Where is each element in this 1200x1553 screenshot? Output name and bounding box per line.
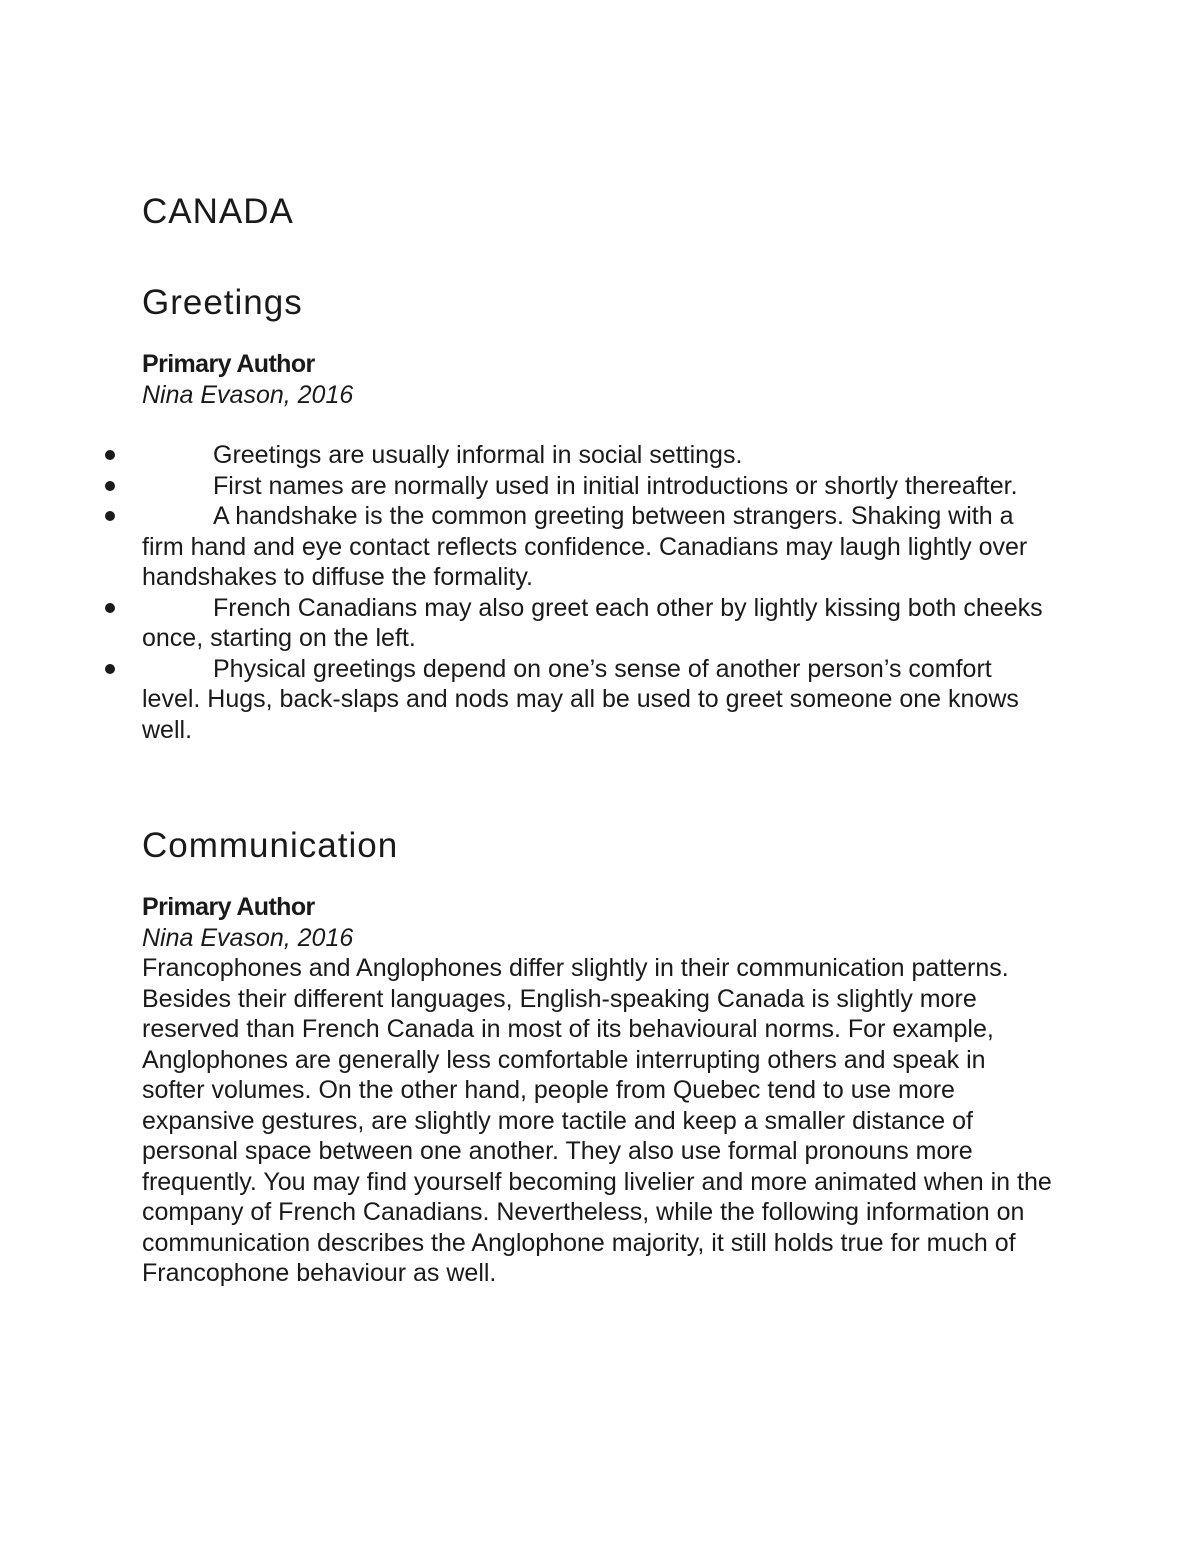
bullet-text: French Canadians may also greet each other by lightly kissing both cheeks once, starting on the left.: [142, 593, 1043, 652]
list-item: [142, 501, 1052, 593]
author-name: Nina Evason, 2016: [142, 380, 354, 409]
bullet-text: Physical greetings depend on one’s sense of another person’s comfort level. Hugs, back-slaps and nods may all be used to greet someone one knows well.: [142, 654, 1019, 744]
author-name: Nina Evason, 2016: [142, 923, 354, 952]
list-item: [142, 593, 1052, 654]
bullet-text: A handshake is the common greeting between strangers. Shaking with a firm hand and eye contact reflects confidence. Canadians may laugh lightly over handshakes to diffuse the formality.: [142, 502, 1028, 591]
section-heading-greetings: Greetings: [142, 283, 303, 322]
list-item: [142, 471, 1052, 502]
bullet-text: Greetings are usually informal in social settings.: [213, 441, 743, 469]
bullet-icon: [105, 603, 115, 613]
bullet-icon: [105, 481, 115, 491]
section-heading-communication: Communication: [142, 826, 399, 865]
author-block-greetings: [142, 349, 1062, 410]
author-label: Primary Author: [142, 350, 315, 378]
bullet-icon: [105, 511, 115, 521]
bullet-icon: [105, 450, 115, 460]
author-block-communication: [142, 892, 1062, 1289]
list-item: [142, 440, 1052, 471]
greetings-bullet-list: [142, 440, 1052, 745]
author-label: Primary Author: [142, 893, 315, 921]
list-item: [142, 654, 1052, 746]
document-title: CANADA: [142, 192, 294, 231]
communication-paragraph: Francophones and Anglophones differ slightly in their communication patterns. Besides their different languages, English-speaking Canada is slightly more reserved than French Canada in most of its behavioural norms. For example, Anglophones are generally less comfortable interrupting others and speak in softer volumes. On the other hand, people from Quebec tend to use more expansive gestures, are slightly more tactile and keep a smaller distance of personal space between one another. They also use formal pronouns more frequently. You may find yourself becoming livelier and more animated when in the company of French Canadians. Nevertheless, while the following information on communication describes the Anglophone majority, it still holds true for much of Francophone behaviour as well.: [142, 954, 1052, 1287]
bullet-text: First names are normally used in initial introductions or shortly thereafter.: [213, 471, 1018, 500]
bullet-icon: [105, 664, 115, 674]
